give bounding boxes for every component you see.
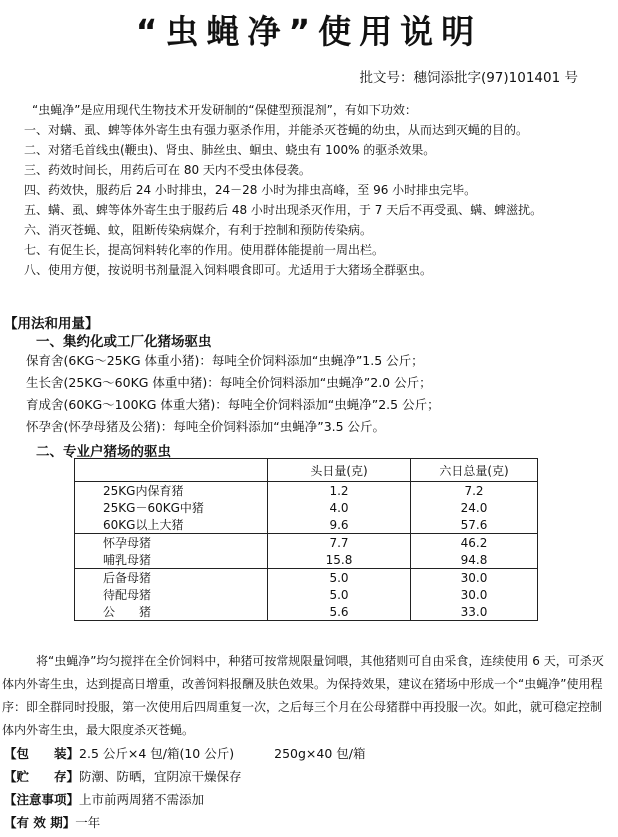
row-total: 57.6 bbox=[411, 516, 538, 534]
notice-line bbox=[4, 788, 610, 811]
usage-sub2: 二、专业户猪场的驱虫 bbox=[36, 444, 171, 460]
table-header-blank bbox=[75, 459, 268, 482]
document-title: “虫蝇净”使用说明 bbox=[135, 12, 483, 51]
table-header-total: 六日总量(克) bbox=[411, 459, 538, 482]
storage-line bbox=[4, 765, 610, 788]
effect-item-4: 四、药效快，服药后 24 小时排虫，24－28 小时为排虫高峰，至 96 小时排虫完毕。 bbox=[24, 183, 477, 197]
table-row bbox=[75, 551, 538, 569]
packaging-label: 【包 装】 bbox=[4, 746, 80, 761]
usage-line-2: 生长舍(25KG～60KG 体重中猪)：每吨全价饲料添加“虫蝇净”2.0 公斤； bbox=[26, 375, 432, 390]
effect-item-5: 五、螨、虱、蜱等体外寄生虫于服药后 48 小时出现杀灭作用，于 7 天后不再受虱、螨、蜱滋扰。 bbox=[24, 203, 543, 217]
table-row bbox=[75, 482, 538, 500]
table-header-daily: 头日量(克) bbox=[268, 459, 411, 482]
notice-label: 【注意事项】 bbox=[4, 792, 80, 807]
usage-sub1: 一、集约化或工厂化猪场驱虫 bbox=[36, 334, 212, 350]
product-info bbox=[4, 742, 610, 834]
row-day: 15.8 bbox=[268, 551, 411, 569]
usage-heading: 【用法和用量】 bbox=[4, 316, 99, 332]
row-day: 7.7 bbox=[268, 534, 411, 552]
table-row bbox=[75, 586, 538, 603]
effect-item-7: 七、有促生长，提高饲料转化率的作用。使用群体能提前一周出栏。 bbox=[24, 243, 385, 257]
approval-number: 批文号：穗饲添批字(97)101401 号 bbox=[359, 70, 578, 86]
intro-section bbox=[24, 100, 609, 280]
row-day: 5.0 bbox=[268, 569, 411, 587]
notice-value: 上市前两周猪不需添加 bbox=[79, 792, 205, 807]
usage-line-4: 怀孕舍(怀孕母猪及公猪)：每吨全价饲料添加“虫蝇净”3.5 公斤。 bbox=[26, 419, 386, 434]
row-day: 5.0 bbox=[268, 586, 411, 603]
validity-value: 一年 bbox=[75, 815, 101, 830]
row-day: 1.2 bbox=[268, 482, 411, 500]
usage-lines bbox=[26, 350, 606, 438]
row-name: 后备母猪 bbox=[75, 569, 268, 587]
row-total: 7.2 bbox=[411, 482, 538, 500]
storage-label: 【贮 存】 bbox=[4, 769, 80, 784]
row-name: 25KG－60KG中猪 bbox=[75, 499, 268, 516]
row-total: 33.0 bbox=[411, 603, 538, 621]
usage-line-3: 育成舍(60KG～100KG 体重大猪)：每吨全价饲料添加“虫蝇净”2.5 公斤； bbox=[26, 397, 440, 412]
row-day: 5.6 bbox=[268, 603, 411, 621]
intro-lead: “虫蝇净”是应用现代生物技术开发研制的“保健型预混剂”，有如下功效： bbox=[32, 103, 417, 117]
effect-item-6: 六、消灭苍蝇、蚊，阻断传染病媒介，有利于控制和预防传染病。 bbox=[24, 223, 373, 237]
table-header-row bbox=[75, 459, 538, 482]
packaging-extra: 250g×40 包/箱 bbox=[274, 746, 366, 761]
effect-item-2: 二、对猪毛首线虫(鞭虫)、肾虫、肺丝虫、蛔虫、蛲虫有 100% 的驱杀效果。 bbox=[24, 143, 436, 157]
row-total: 30.0 bbox=[411, 569, 538, 587]
row-total: 30.0 bbox=[411, 586, 538, 603]
usage-paragraph: 将“虫蝇净”均匀搅拌在全价饲料中，种猪可按常规限量饲喂，其他猪则可自由采食，连续使用 6 天，可杀灭体内外寄生虫，达到提高日增重，改善饲料报酬及肤色效果。为保持效果，建议在猪场中形成一个“虫蝇净”使用程序：即全群同时投服，第一次使用后四周重复一次，之后每三个月在公母猪群中再投服一次。如此，就可稳定控制体内外寄生虫，最大限度杀灭苍蝇。 bbox=[2, 654, 604, 737]
effect-item-1: 一、对螨、虱、蜱等体外寄生虫有强力驱杀作用，并能杀灭苍蝇的幼虫，从而达到灭蝇的目的。 bbox=[24, 123, 529, 137]
row-name: 60KG以上大猪 bbox=[75, 516, 268, 534]
table-row bbox=[75, 516, 538, 534]
packaging-value: 2.5 公斤×4 包/箱(10 公斤) bbox=[79, 746, 235, 761]
table-row bbox=[75, 603, 538, 621]
row-day: 9.6 bbox=[268, 516, 411, 534]
row-name: 25KG内保育猪 bbox=[75, 482, 268, 500]
validity-line bbox=[4, 811, 610, 834]
usage-line-1: 保育舍(6KG～25KG 体重小猪)：每吨全价饲料添加“虫蝇净”1.5 公斤； bbox=[26, 353, 424, 368]
effect-item-3: 三、药效时间长，用药后可在 80 天内不受虫体侵袭。 bbox=[24, 163, 311, 177]
row-total: 94.8 bbox=[411, 551, 538, 569]
table-row bbox=[75, 569, 538, 587]
packaging-line bbox=[4, 742, 610, 765]
table-row bbox=[75, 534, 538, 552]
row-total: 24.0 bbox=[411, 499, 538, 516]
row-name: 怀孕母猪 bbox=[75, 534, 268, 552]
row-name: 待配母猪 bbox=[75, 586, 268, 603]
storage-value: 防潮、防晒，宜阴凉干燥保存 bbox=[79, 769, 242, 784]
effect-item-8: 八、使用方便，按说明书剂量混入饲料喂食即可。尤适用于大猪场全群驱虫。 bbox=[24, 263, 433, 277]
row-day: 4.0 bbox=[268, 499, 411, 516]
table-row bbox=[75, 499, 538, 516]
row-name: 哺乳母猪 bbox=[75, 551, 268, 569]
validity-label: 【有 效 期】 bbox=[4, 815, 76, 830]
dosage-table bbox=[74, 458, 538, 621]
row-total: 46.2 bbox=[411, 534, 538, 552]
row-name: 公 猪 bbox=[75, 603, 268, 621]
